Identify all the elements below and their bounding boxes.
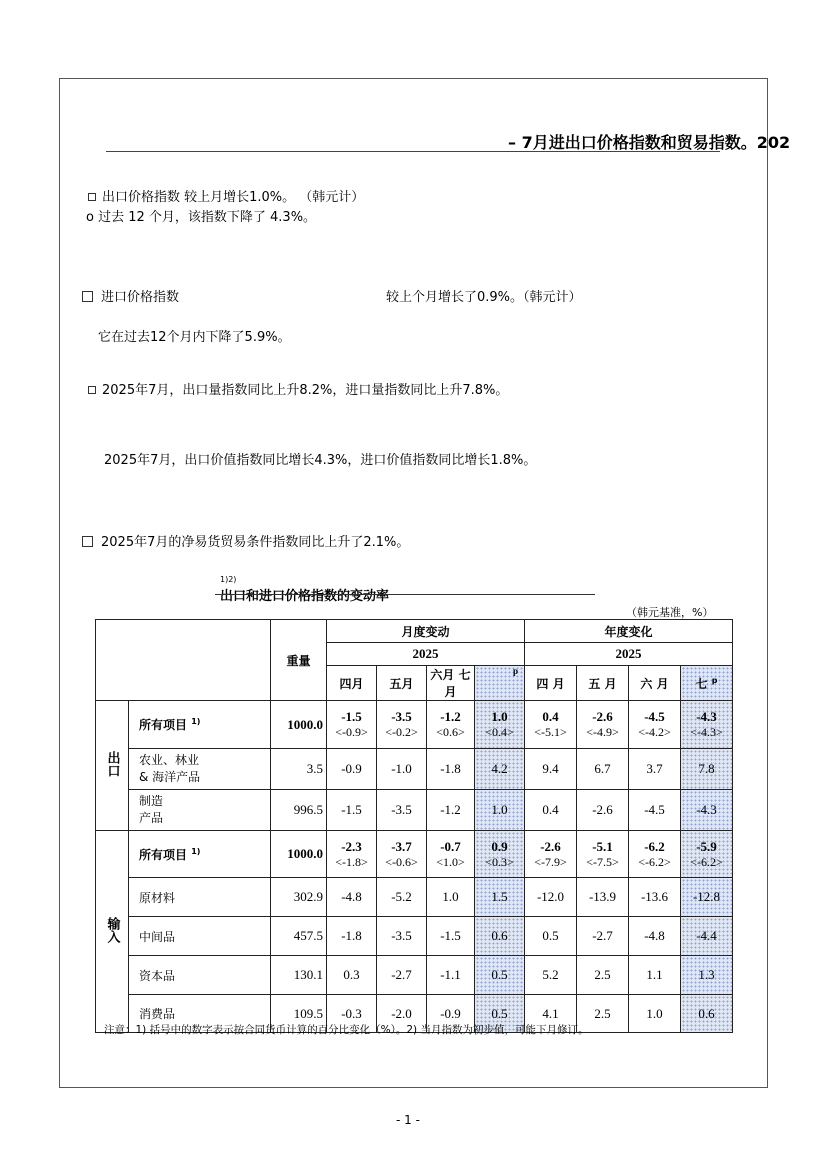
value-cell: -1.5 <-0.9> [327,701,377,749]
value-cell: -2.3 <-1.8> [327,831,377,878]
value-cell: -3.5 <-0.2> [377,701,427,749]
table-row [96,701,733,749]
annual-year: 2025 [525,643,733,666]
row-label: & 海洋产品 [139,770,201,784]
export-price-annual: o 过去 12 个月，该指数下降了 4.3%。 [86,210,317,225]
value-cell: -2.0 [377,995,427,1033]
value-cell: -3.7 <-0.6> [377,831,427,878]
row-label: 中间品 [129,917,271,956]
weight-cell: 130.1 [271,956,327,995]
import-group-label: 输入 [96,831,129,1033]
row-label: 资本品 [129,956,271,995]
value-cell: -5.2 [377,878,427,917]
export-price-summary: 出口价格指数 较上月增长1.0%。 （韩元计） [88,186,364,205]
value-summary: 2025年7月，出口价值指数同比增长4.3%，进口价值指数同比增长1.8%。 [104,453,537,468]
weight-cell: 1000.0 [271,831,327,878]
value-cell: -12.8 [681,878,733,917]
month-header: 六月 [430,668,455,682]
row-label: 制造 [139,794,164,808]
value-cell: -3.5 [377,917,427,956]
value-cell: -5.1 <-7.5> [577,831,629,878]
value-cell: 0.6 [681,995,733,1033]
value-cell: 4.1 [525,995,577,1033]
value-cell: -2.6 <-7.9> [525,831,577,878]
table-footnote: 注意：1) 括号中的数字表示按合同货币计算的百分比变化（%）。2) 当月指数为初步值，可能下月修订。 [104,1024,589,1036]
value-cell: -12.0 [525,878,577,917]
preliminary-marker: p [711,675,718,685]
table-header-row [96,620,733,643]
value-cell: -1.0 [377,749,427,790]
value-cell: 5.2 [525,956,577,995]
row-footnote: 1) [191,846,201,856]
value-cell: -1.8 [327,917,377,956]
value-cell: -4.3 <-4.3> [681,701,733,749]
value-cell: 0.5 [475,956,525,995]
value-cell: 1.1 [629,956,681,995]
table-title-footnote: 1)2) [220,575,237,584]
weight-cell: 1000.0 [271,701,327,749]
preliminary-marker: p [475,666,525,701]
row-label: 所有项目 [139,847,188,862]
table-row [96,917,733,956]
page-number: - 1 - [396,1113,420,1127]
value-cell: -4.5 <-4.2> [629,701,681,749]
page-title: – 7月进出口价格指数和贸易指数。202 [508,133,791,152]
table-row [96,878,733,917]
title-underline [106,151,720,152]
value-cell: -0.9 [327,749,377,790]
value-cell: -13.6 [629,878,681,917]
value-cell: 1.0 [427,878,475,917]
value-cell: 0.5 [475,995,525,1033]
value-cell: 6.7 [577,749,629,790]
terms-of-trade-summary: 2025年7月的净易货贸易条件指数同比上升了2.1%。 [82,531,409,550]
row-label: 原材料 [129,878,271,917]
table-title-underline [215,594,595,595]
square-bullet-icon [88,386,96,394]
value-cell: -2.6 [577,790,629,831]
value-cell: -0.7 <1.0> [427,831,475,878]
value-cell: -0.9 [427,995,475,1033]
value-cell: -13.9 [577,878,629,917]
square-bullet-icon [82,536,93,547]
value-cell: 1.5 [475,878,525,917]
value-cell: -2.7 [377,956,427,995]
volume-summary: 2025年7月，出口量指数同比上升8.2%，进口量指数同比上升7.8%。 [88,379,508,398]
value-cell: 0.5 [525,917,577,956]
value-cell: -4.3 [681,790,733,831]
value-cell: -4.8 [327,878,377,917]
value-cell: -1.1 [427,956,475,995]
row-label: 产品 [139,811,164,825]
weight-cell: 302.9 [271,878,327,917]
import-price-change: 较上个月增长了0.9%。（韩元计） [386,290,582,305]
value-cell: -4.4 [681,917,733,956]
value-cell: -4.8 [629,917,681,956]
month-header: 四 月 [525,666,577,701]
month-header: 五 月 [577,666,629,701]
value-cell: -2.7 [577,917,629,956]
table-unit: （韩元基准，%） [626,606,714,619]
value-cell: -3.5 [377,790,427,831]
import-price-label: 进口价格指数 [82,286,179,305]
table-title: 1)2) 出口和进口价格指数的变动率 [220,575,390,604]
value-cell: 2.5 [577,995,629,1033]
value-cell: -6.2 <-6.2> [629,831,681,878]
value-cell: 1.0 <0.4> [475,701,525,749]
month-header: 四月 [327,666,377,701]
row-footnote: 1) [191,717,201,726]
value-cell: -0.3 [327,995,377,1033]
value-cell: -1.5 [327,790,377,831]
value-cell: -1.8 [427,749,475,790]
export-group-label: 出口 [96,701,129,831]
month-header: 七 [695,676,708,691]
annual-header: 年度变化 [525,620,733,643]
square-bullet-icon [88,193,96,201]
value-cell: -5.9 <-6.2> [681,831,733,878]
value-cell: 4.2 [475,749,525,790]
value-cell: 0.6 [475,917,525,956]
value-cell: -2.6 <-4.9> [577,701,629,749]
import-price-annual: 它在过去12个月内下降了5.9%。 [98,330,291,345]
row-label: 所有项目 [139,718,188,732]
weight-cell: 996.5 [271,790,327,831]
weight-cell: 109.5 [271,995,327,1033]
value-cell: 1.0 [475,790,525,831]
table-row [96,831,733,878]
square-bullet-icon [82,291,93,302]
table-row [96,749,733,790]
monthly-year: 2025 [327,643,525,666]
price-index-table [95,619,733,1033]
value-cell: 3.7 [629,749,681,790]
weight-cell: 457.5 [271,917,327,956]
value-cell: -1.2 <0.6> [427,701,475,749]
value-cell: -4.5 [629,790,681,831]
value-cell: -1.5 [427,917,475,956]
row-label: 农业、林业 [139,753,200,767]
value-cell: 2.5 [577,956,629,995]
table-row [96,790,733,831]
month-header: 五月 [377,666,427,701]
value-cell: 1.3 [681,956,733,995]
table-row [96,956,733,995]
value-cell: -1.2 [427,790,475,831]
value-cell: 9.4 [525,749,577,790]
value-cell: 0.3 [327,956,377,995]
value-cell: 0.4 [525,790,577,831]
month-header: 七月 [444,668,471,699]
value-cell: 0.4 <-5.1> [525,701,577,749]
row-label: 消费品 [129,995,271,1033]
value-cell: 1.0 [629,995,681,1033]
weight-header: 重量 [271,620,327,701]
value-cell: 0.9 <0.3> [475,831,525,878]
month-header: 六 月 [629,666,681,701]
monthly-header: 月度变动 [327,620,525,643]
weight-cell: 3.5 [271,749,327,790]
value-cell: 7.8 [681,749,733,790]
